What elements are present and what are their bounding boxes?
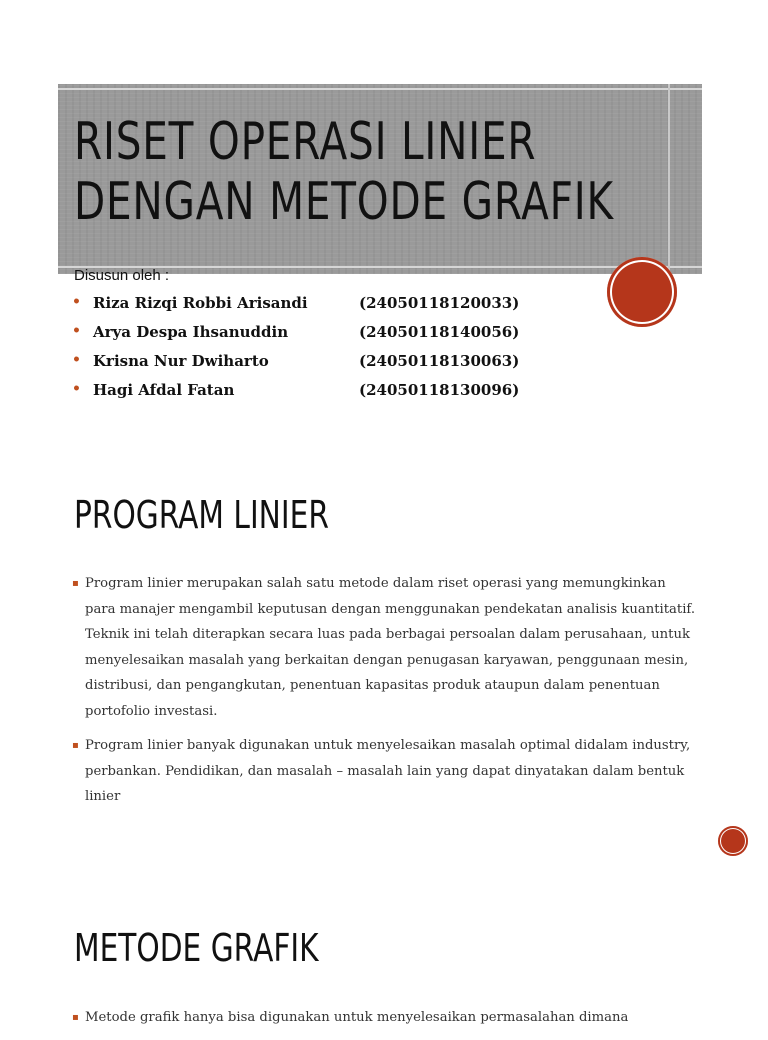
bullet-icon: • [72, 352, 81, 368]
square-bullet-icon: ▪ [72, 740, 79, 751]
metode-grafik-list [72, 1005, 697, 1040]
square-bullet-icon: ▪ [72, 1012, 79, 1023]
square-bullet-icon: ▪ [72, 578, 79, 589]
author-id: (24050118130096) [359, 381, 520, 399]
list-item [72, 733, 697, 810]
paragraph-text: Program linier merupakan salah satu metode dalam riset operasi yang memungkinkan para manajer mengambil keputusan dengan menggunakan pendekatan analisis kuantitatif. Teknik ini telah diterapkan secara luas pada berbagai persoalan dalam perusahaan, untuk menyelesaikan masalah yang berkaitan dengan penugasan karyawan, penggunaan mesin, distribusi, dan pengangkutan, penentuan kapasitas produk ataupun dalam penentuan portofolio investasi. [85, 576, 696, 719]
program-linier-list [72, 571, 697, 819]
bullet-icon: • [72, 381, 81, 397]
bullet-icon: • [72, 294, 81, 310]
author-id: (24050118130063) [359, 352, 520, 370]
section-heading-program-linier: PROGRAM LINIER [74, 493, 329, 537]
bullet-icon: • [72, 323, 81, 339]
banner-top-line [58, 88, 702, 90]
slide-title [74, 112, 614, 232]
author-name: Krisna Nur Dwiharto [93, 352, 269, 370]
slide-title-line: RISET OPERASI LINIER [74, 112, 537, 172]
section-heading-metode-grafik: METODE GRAFIK [74, 926, 319, 970]
author-name: Riza Rizqi Robbi Arisandi [93, 294, 308, 312]
list-item [72, 571, 697, 724]
author-id: (24050118120033) [359, 294, 520, 312]
paragraph-text: Metode grafik hanya bisa digunakan untuk menyelesaikan permasalahan dimana [85, 1010, 629, 1025]
paragraph-text: Program linier banyak digunakan untuk menyelesaikan masalah optimal didalam industry, perbankan. Pendidikan, dan masalah – masalah lain yang dapat dinyatakan dalam bentuk linier [85, 738, 691, 804]
author-name: Hagi Afdal Fatan [93, 381, 235, 399]
author-id: (24050118140056) [359, 323, 520, 341]
accent-circle-small-decoration [718, 826, 748, 856]
author-intro: Disusun oleh : [74, 267, 170, 284]
banner-right-line [668, 84, 670, 274]
author-name: Arya Despa Ihsanuddin [93, 323, 289, 341]
accent-circle-decoration [607, 257, 677, 327]
list-item [72, 1005, 697, 1031]
slide-title-line: DENGAN METODE GRAFIK [74, 172, 614, 232]
